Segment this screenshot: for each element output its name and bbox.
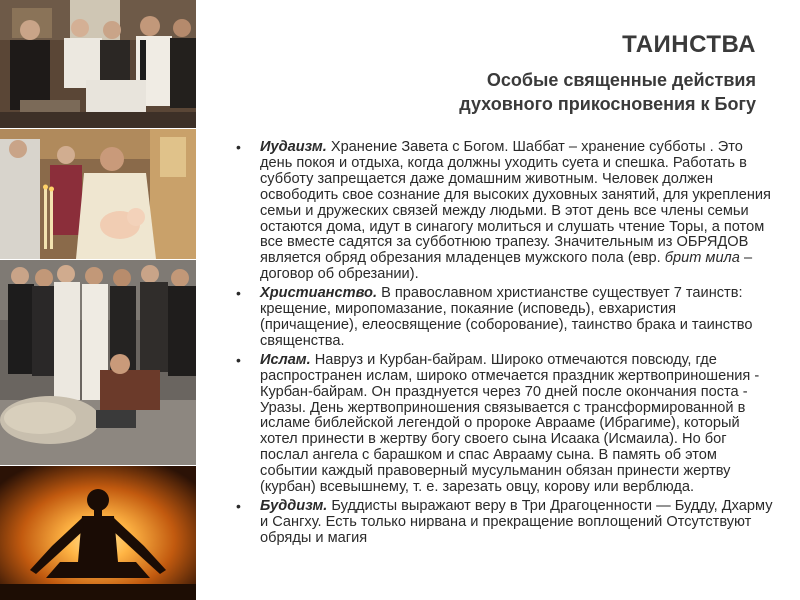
bullet-emphasis-brit-mila: брит мила	[664, 250, 740, 267]
islamic-sacrifice-photo	[0, 260, 196, 465]
bullet-text-judaism-tail: – договор об обрезании).	[260, 250, 753, 283]
bullet-text-christianity: В православном христианстве существует 7 таинств: крещение, миропомазание, покаяние (исповедь), евхаристия (причащение), елеосвящение (соборование), таинство брака и таинство священства.	[260, 285, 753, 349]
bullet-term-judaism: Иудаизм.	[260, 139, 327, 155]
bullet-text-buddhism: Буддисты выражают веру в Три Драгоценности — Будду, Дхарму и Сангху. Есть только нирвана и прекращение воплощений Отсутствуют обряды и магия	[260, 497, 773, 546]
bullet-judaism	[234, 140, 774, 283]
bullet-mark: •	[236, 285, 241, 302]
bullet-term-islam: Ислам.	[260, 351, 311, 368]
bullet-text-islam: Навруз и Курбан-байрам. Широко отмечаются повсюду, где распространен ислам, широко отмечается праздник жертвоприношения - Курбан-байрам. Он празднуется через 70 дней после окончания поста - Уразы. День жертвоприношения связывается с трансформированной в исламе библейской легендой о пророке Аврааме (Ибрагиме), который хотел принести в жертву богу своего сына Исаака (Исмаила). Но бог послал ангела с барашком и спас Аврааму сына. В память об этом событии каждый правоверный мусульманин обязан принести жертву (курбан) всевышнему, т. е. зарезать овцу, корову или верблюда.	[260, 351, 760, 496]
bullet-list	[234, 140, 774, 550]
slide-subtitle-line-2: духовного прикосновения к Богу	[459, 94, 756, 114]
judaism-ceremony-photo	[0, 0, 196, 128]
bullet-buddhism	[234, 499, 774, 547]
bullet-mark: •	[236, 351, 241, 368]
bullet-islam	[234, 353, 774, 496]
slide-subtitle-line-1: Особые священные действия	[486, 70, 756, 90]
title-block	[216, 30, 756, 116]
photo-column	[0, 0, 196, 600]
bullet-mark: •	[236, 139, 241, 155]
bullet-term-buddhism: Буддизм.	[260, 497, 328, 514]
bullet-term-christianity: Христианство.	[260, 285, 378, 302]
bullet-mark: •	[236, 497, 241, 514]
bullet-text-judaism: Хранение Завета с Богом. Шаббат – хранение субботы . Это день покоя и отдыха, когда должны уходить суета и спешка. Работать в субботу запрещается даже домашним животным. Человек должен освободить свое сознание для высоких духовных занятий, для укрепления семьи и дружеских связей между людьми. В этот день все члены семьи остаются дома, идут в синагогу молиться и слушать чтение Торы, а потом все вместе садятся за субботнюю трапезу. Значительным из ОБРЯДОВ является обряд обрезания младенцев мужского пола (евр.	[260, 139, 771, 267]
slide-title: ТАИНСТВА	[622, 31, 756, 58]
meditation-silhouette-photo	[0, 466, 196, 600]
christian-baptism-photo	[0, 129, 196, 259]
bullet-christianity	[234, 286, 774, 350]
